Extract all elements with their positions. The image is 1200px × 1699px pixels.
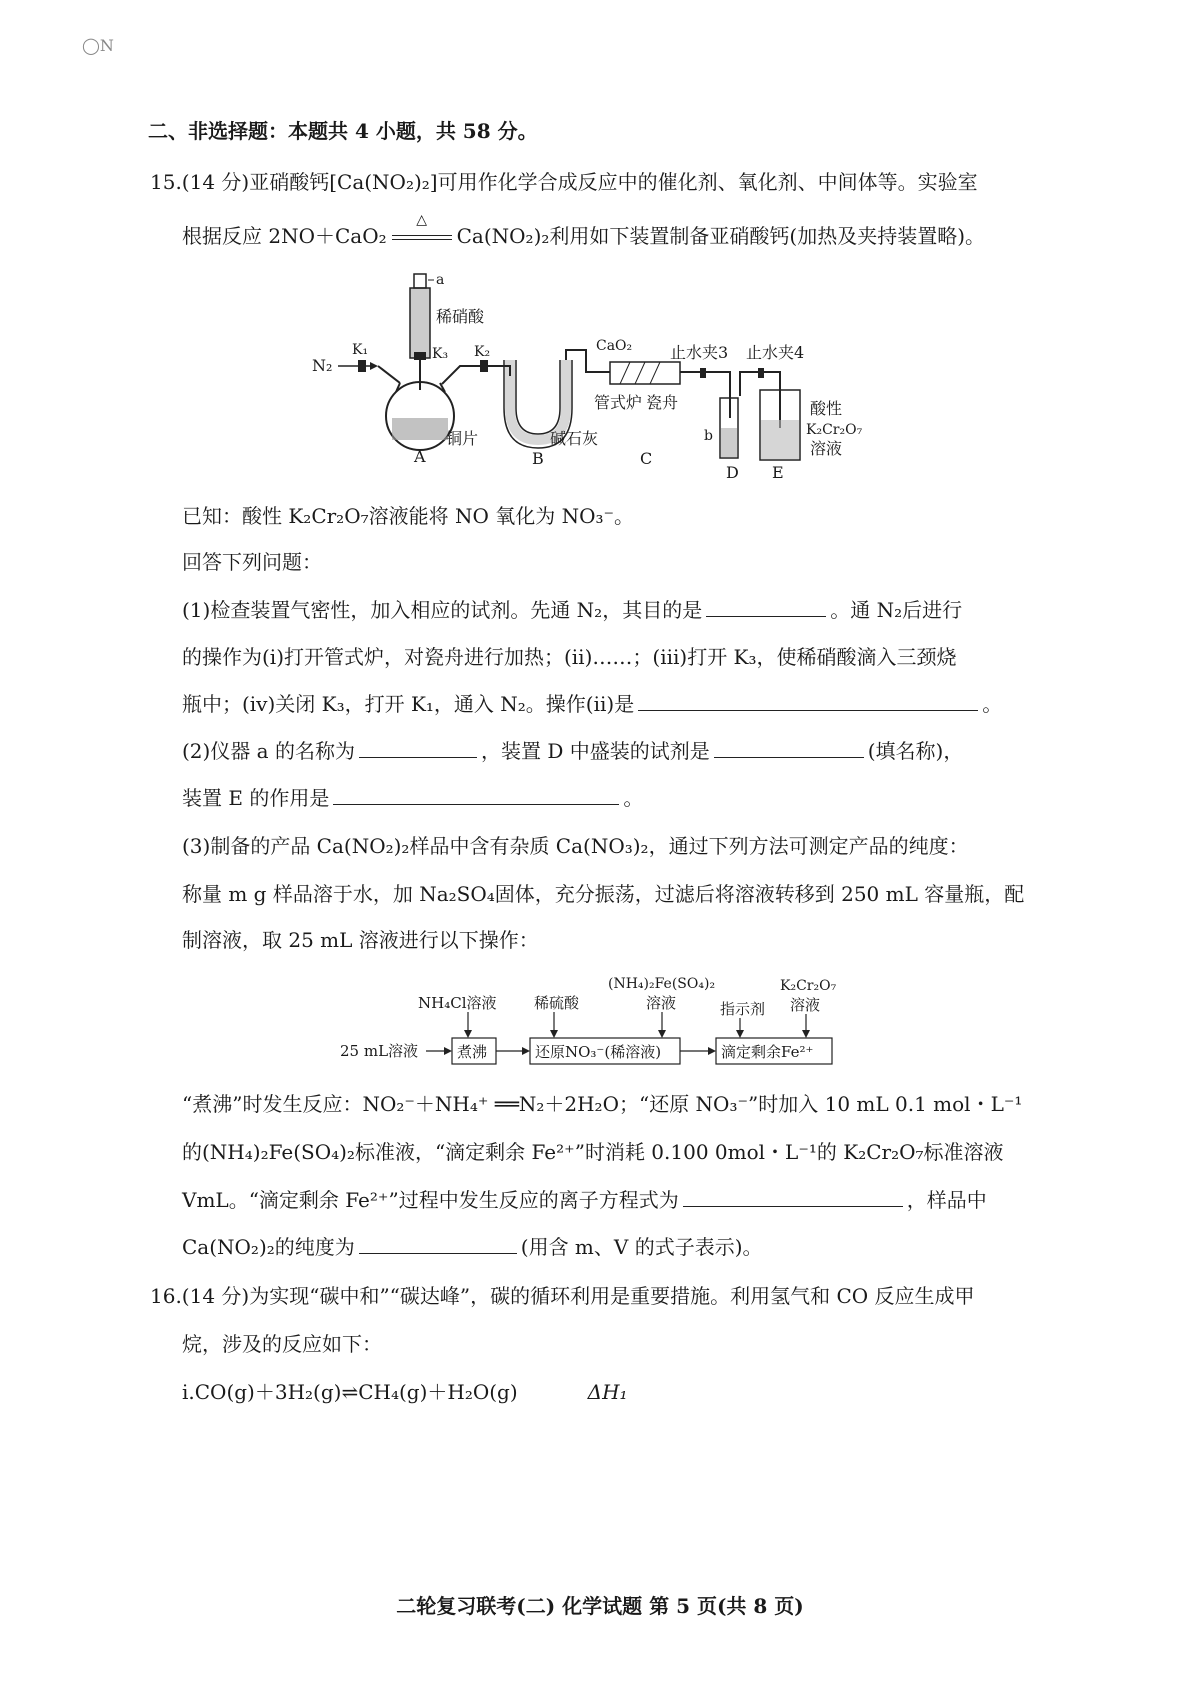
flow-reagent2-arrowhead xyxy=(550,1030,558,1038)
tube-a-b xyxy=(442,366,510,384)
q15-line1: 15.(14 分)亚硝酸钙[Ca(NO₂)₂]可用作化学合成反应中的催化剂、氧化剂、中间体等。实验室 xyxy=(150,170,978,194)
flow-box1-label: 煮沸 xyxy=(457,1043,488,1061)
label-acidic: 酸性 xyxy=(810,399,843,418)
clamp4 xyxy=(758,368,764,378)
q16-line2: 烷，涉及的反应如下： xyxy=(182,1332,382,1356)
p2-line2b: 。 xyxy=(623,786,644,810)
flow-start: 25 mL溶液 xyxy=(340,1042,419,1060)
q16-line1: 16.(14 分)为实现“碳中和”“碳达峰”，碳的循环利用是重要措施。利用氢气和 CO 反应生成甲 xyxy=(150,1284,975,1308)
tube-d-liquid xyxy=(721,428,737,457)
flask-a-liquid xyxy=(392,418,448,440)
tube-furnace xyxy=(610,362,680,384)
flow-diagram xyxy=(340,968,860,1070)
p3-line7b: (用含 m、V 的式子表示)。 xyxy=(520,1235,763,1259)
p2-line1b: ，装置 D 中盛装的试剂是 xyxy=(480,739,710,763)
answer-blank-3[interactable] xyxy=(359,737,477,758)
equals-sign xyxy=(392,235,452,240)
flow-arrowhead-3 xyxy=(708,1047,716,1055)
furnace-hatch-2 xyxy=(635,362,645,384)
p1-line1 xyxy=(182,596,962,624)
flow-reagent3-arrowhead xyxy=(658,1030,666,1038)
flow-arrowhead-2 xyxy=(522,1047,530,1055)
furnace-hatch-1 xyxy=(620,362,630,384)
answer-prompt: 回答下列问题： xyxy=(182,550,322,574)
known-statement: 已知：酸性 K₂Cr₂O₇溶液能将 NO 氧化为 NO₃⁻。 xyxy=(182,504,635,528)
p2-line1c: (填名称)， xyxy=(867,739,964,763)
label-dilute-nitric: 稀硝酸 xyxy=(436,307,485,326)
furnace-hatch-3 xyxy=(650,362,660,384)
p3-line6a: VmL。“滴定剩余 Fe²⁺”过程中发生反应的离子方程式为 xyxy=(182,1188,679,1212)
p2-line2a: 装置 E 的作用是 xyxy=(182,786,330,810)
valve-k3 xyxy=(414,352,426,360)
p1-line1a: (1)检查装置气密性，加入相应的试剂。先通 N₂，其目的是 xyxy=(182,598,703,622)
p3-line7a: Ca(NO₂)₂的纯度为 xyxy=(182,1235,355,1259)
p3-line1: (3)制备的产品 Ca(NO₂)₂样品中含有杂质 Ca(NO₃)₂，通过下列方法可测定产品的纯度： xyxy=(182,834,969,858)
label-n2: N₂ xyxy=(312,356,333,375)
label-copper: 铜片 xyxy=(446,429,479,448)
label-B: B xyxy=(532,449,544,468)
n2-arrowhead xyxy=(370,362,378,370)
label-E: E xyxy=(772,463,784,482)
answer-blank-5[interactable] xyxy=(333,784,619,805)
q16-reaction1 xyxy=(182,1378,628,1406)
flow-reagent5a: K₂Cr₂O₇ xyxy=(780,978,837,994)
p3-line6 xyxy=(182,1186,987,1214)
p1-line2: 的操作为(ⅰ)打开管式炉，对瓷舟进行加热；(ⅱ)……；(ⅲ)打开 K₃，使稀硝酸滴入三颈烧 xyxy=(182,645,957,669)
label-clamp3: 止水夹3 xyxy=(670,343,729,362)
flow-box2-label: 还原NO₃⁻(稀溶液) xyxy=(535,1043,662,1061)
label-clamp4: 止水夹4 xyxy=(746,343,805,362)
p1-line3 xyxy=(182,690,1002,718)
flow-reagent5-arrowhead xyxy=(802,1030,810,1038)
label-A: A xyxy=(414,447,426,466)
label-k2cr2o7: K₂Cr₂O₇ xyxy=(806,422,863,438)
valve-k1 xyxy=(358,360,366,372)
label-C: C xyxy=(640,449,653,468)
valve-k2 xyxy=(480,360,488,372)
clamp3 xyxy=(700,368,706,378)
label-k1: K₁ xyxy=(352,342,369,358)
flow-reagent3b: 溶液 xyxy=(646,994,677,1012)
p2-line1a: (2)仪器 a 的名称为 xyxy=(182,739,355,763)
p3-line5: 的(NH₄)₂Fe(SO₄)₂标准液，“滴定剩余 Fe²⁺”时消耗 0.100 0mol・L⁻¹的 K₂Cr₂O₇标准溶液 xyxy=(182,1140,1004,1164)
funnel-a-top xyxy=(414,274,426,288)
p3-line3: 制溶液，取 25 mL 溶液进行以下操作： xyxy=(182,928,539,952)
corner-mark: ◯N xyxy=(82,36,114,55)
page-footer: 二轮复习联考(二) 化学试题 第 5 页(共 8 页) xyxy=(396,1594,804,1618)
answer-blank-2[interactable] xyxy=(638,690,978,711)
flow-reagent1-arrowhead xyxy=(464,1030,472,1038)
p1-line3b: 。 xyxy=(982,692,1003,716)
answer-blank-7[interactable] xyxy=(359,1233,517,1254)
label-k2: K₂ xyxy=(474,344,491,360)
flow-arrowhead-1 xyxy=(444,1047,452,1055)
p1-line3a: 瓶中；(ⅳ)关闭 K₃，打开 K₁，通入 N₂。操作(ⅱ)是 xyxy=(182,692,635,716)
flow-reagent5b: 溶液 xyxy=(790,996,821,1014)
q15-line2 xyxy=(182,212,985,250)
label-k3: K₃ xyxy=(432,346,449,362)
p1-line1b: 。通 N₂后进行 xyxy=(830,598,963,622)
q16-reaction1-dh: ΔH₁ xyxy=(587,1380,628,1404)
label-b: b xyxy=(704,428,713,444)
heat-symbol: △ xyxy=(416,212,428,228)
flow-reagent1: NH₄Cl溶液 xyxy=(418,994,497,1012)
p3-line2: 称量 m g 样品溶于水，加 Na₂SO₄固体，充分振荡，过滤后将溶液转移到 250 mL 容量瓶，配 xyxy=(182,882,1025,906)
label-D: D xyxy=(726,463,739,482)
bottle-e-liquid xyxy=(761,420,799,459)
answer-blank-1[interactable] xyxy=(706,596,826,617)
flow-reagent2: 稀硫酸 xyxy=(534,994,580,1012)
answer-blank-6[interactable] xyxy=(683,1186,903,1207)
p3-line4: “煮沸”时发生反应：NO₂⁻＋NH₄⁺ ══N₂＋2H₂O；“还原 NO₃⁻”时加入 10 mL 0.1 mol・L⁻¹ xyxy=(182,1092,1023,1116)
flow-box3-label: 滴定剩余Fe²⁺ xyxy=(721,1043,814,1061)
q15-line2b: Ca(NO₂)₂利用如下装置制备亚硝酸钙(加热及夹持装置略)。 xyxy=(456,224,985,248)
label-soda-lime: 碱石灰 xyxy=(550,429,599,448)
p2-line2 xyxy=(182,784,643,812)
section-heading: 二、非选择题：本题共 4 小题，共 58 分。 xyxy=(148,119,538,143)
reaction-condition xyxy=(387,212,457,250)
label-boat: 瓷舟 xyxy=(646,393,679,412)
label-a: a xyxy=(436,272,445,288)
p3-line7 xyxy=(182,1233,763,1261)
funnel-a xyxy=(410,288,430,358)
tube-c-d xyxy=(680,372,730,418)
answer-blank-4[interactable] xyxy=(714,737,864,758)
q16-reaction1-eq: ⅰ.CO(g)＋3H₂(g)⇌CH₄(g)＋H₂O(g) xyxy=(182,1380,518,1404)
tube-a-in xyxy=(378,366,400,383)
p2-line1 xyxy=(182,737,963,765)
q15-line2a: 根据反应 2NO＋CaO₂ xyxy=(182,224,387,248)
p3-line6b: ，样品中 xyxy=(906,1188,987,1212)
flow-reagent4: 指示剂 xyxy=(720,1000,766,1018)
flow-reagent3a: (NH₄)₂Fe(SO₄)₂ xyxy=(608,976,716,992)
apparatus-diagram xyxy=(310,268,870,483)
label-solution: 溶液 xyxy=(810,439,843,458)
u-tube-b xyxy=(510,360,566,440)
flow-reagent4-arrowhead xyxy=(736,1030,744,1038)
label-tube-furnace: 管式炉 xyxy=(594,393,643,412)
label-cao2: CaO₂ xyxy=(596,338,633,354)
